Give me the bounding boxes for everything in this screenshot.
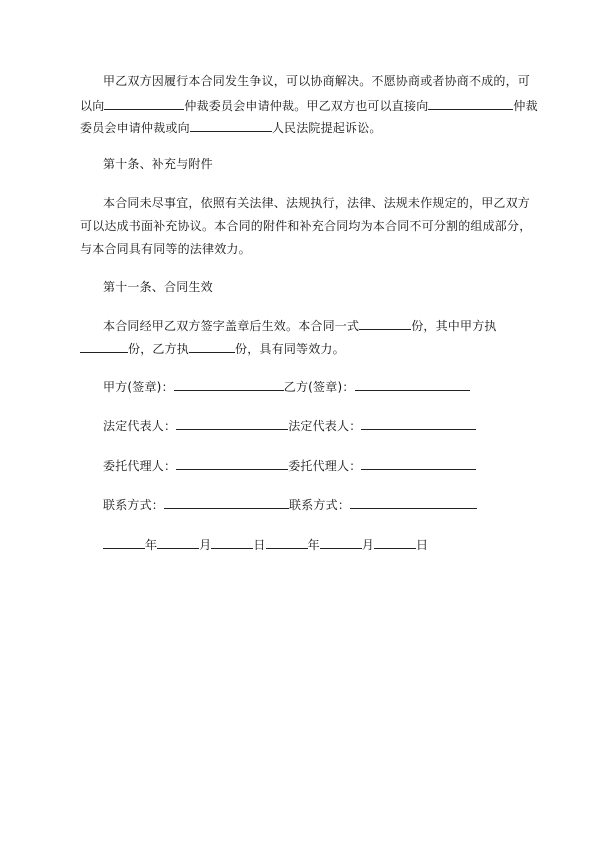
article-11-line-1-text-b: 份，其中甲方执: [411, 319, 497, 333]
party-a-signature-blank[interactable]: [174, 379, 284, 391]
signature-row-legal-rep: [103, 418, 476, 433]
month-b-label: 月: [361, 538, 375, 552]
dispute-line-2: [80, 98, 538, 113]
article-10-line-2: 可以达成书面补充协议。本合同的附件和补充合同均为本合同不可分割的组成部分，: [80, 219, 532, 233]
contact-a-label: 联系方式：: [103, 498, 165, 512]
arbitration-committee-blank[interactable]: [104, 98, 184, 110]
signature-row-contact: [103, 497, 477, 512]
article-11-line-2-text-a: 份，乙方执: [128, 342, 190, 356]
month-a-label: 月: [199, 538, 212, 552]
party-b-label: 乙方(签章)：: [283, 380, 355, 394]
agent-b-blank[interactable]: [361, 458, 476, 470]
agent-a-label: 委托代理人：: [103, 459, 177, 473]
day-b-label: 日: [416, 538, 429, 552]
year-b-label: 年: [307, 538, 320, 552]
day-b-blank[interactable]: [374, 537, 416, 549]
agent-b-label: 委托代理人：: [288, 459, 362, 473]
legal-rep-b-label: 法定代表人：: [288, 419, 362, 433]
article-11-heading: 第十一条、合同生效: [103, 280, 213, 294]
copies-total-blank[interactable]: [359, 318, 411, 330]
party-b-copies-blank[interactable]: [189, 341, 235, 353]
year-a-label: 年: [145, 538, 158, 552]
month-a-blank[interactable]: [157, 537, 199, 549]
day-a-label: 日: [253, 538, 266, 552]
legal-rep-a-label: 法定代表人：: [103, 419, 177, 433]
dispute-line-3-text-b: 人民法院提起诉讼。: [271, 121, 382, 135]
legal-rep-b-blank[interactable]: [361, 418, 476, 430]
dispute-line-2-text-b: 仲裁委员会申请仲裁。甲乙双方也可以直接向: [184, 99, 429, 113]
contact-a-blank[interactable]: [164, 497, 289, 509]
dispute-line-2-text-c: 仲裁: [513, 99, 538, 113]
legal-rep-a-blank[interactable]: [176, 418, 288, 430]
signature-row-agent: [103, 458, 476, 473]
article-11-line-1: [103, 318, 497, 333]
day-a-blank[interactable]: [211, 537, 253, 549]
party-b-signature-blank[interactable]: [355, 379, 470, 391]
direct-arbitration-blank[interactable]: [428, 98, 513, 110]
dispute-line-3-text-a: 委员会申请仲裁或向: [80, 121, 190, 135]
dispute-line-3: [80, 120, 382, 135]
article-11-line-2: [80, 341, 345, 356]
article-10-line-3: 与本合同具有同等的法律效力。: [80, 242, 251, 256]
article-11-line-1-text-a: 本合同经甲乙双方签字盖章后生效。本合同一式: [103, 319, 360, 333]
party-a-label: 甲方(签章)：: [103, 380, 174, 394]
dispute-line-2-text-a: 以向: [80, 99, 105, 113]
article-10-line-1: 本合同未尽事宜，依照有关法律、法规执行，法律、法规未作规定的，甲乙双方: [103, 196, 531, 210]
party-a-copies-blank[interactable]: [80, 341, 128, 353]
year-b-blank[interactable]: [266, 537, 308, 549]
year-a-blank[interactable]: [103, 537, 145, 549]
article-10-heading: 第十条、补充与附件: [103, 157, 213, 171]
article-11-line-2-text-b: 份，具有同等效力。: [235, 342, 345, 356]
signature-row-party: [103, 379, 470, 394]
date-line: [103, 537, 428, 552]
contact-b-blank[interactable]: [350, 497, 477, 509]
contact-b-label: 联系方式：: [289, 498, 351, 512]
month-b-blank[interactable]: [320, 537, 362, 549]
court-blank[interactable]: [190, 120, 272, 132]
agent-a-blank[interactable]: [176, 458, 288, 470]
dispute-line-1: 甲乙双方因履行本合同发生争议，可以协商解决。不愿协商或者协商不成的，可: [103, 74, 531, 88]
